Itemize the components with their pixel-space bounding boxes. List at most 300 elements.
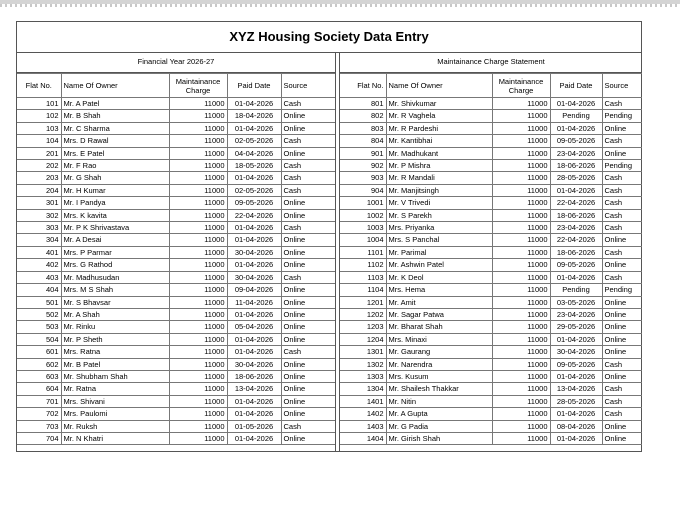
cell-maintainance-charge[interactable]: 11000 <box>492 98 550 110</box>
cell-source[interactable]: Online <box>281 308 335 320</box>
cell-maintainance-charge[interactable]: 11000 <box>169 147 227 159</box>
cell-owner-name[interactable]: Mr. Girish Shah <box>386 432 492 444</box>
cell-owner-name[interactable]: Mrs. G Rathod <box>61 259 169 271</box>
cell-paid-date[interactable]: 22-04-2026 <box>550 197 602 209</box>
cell-source[interactable]: Online <box>602 333 642 345</box>
cell-flat-no[interactable]: 102 <box>17 110 61 122</box>
cell-paid-date[interactable]: 01-04-2026 <box>227 172 281 184</box>
cell-owner-name[interactable]: Mr. Kantibhai <box>386 135 492 147</box>
cell-owner-name[interactable]: Mr. B Shah <box>61 110 169 122</box>
cell-flat-no[interactable]: 304 <box>17 234 61 246</box>
cell-paid-date[interactable]: 18-06-2026 <box>550 160 602 172</box>
cell-maintainance-charge[interactable]: 11000 <box>169 370 227 382</box>
cell-source[interactable]: Online <box>281 284 335 296</box>
cell-maintainance-charge[interactable]: 11000 <box>169 383 227 395</box>
cell-paid-date[interactable]: 18-04-2026 <box>227 110 281 122</box>
cell-paid-date[interactable]: 01-04-2026 <box>550 370 602 382</box>
cell-owner-name[interactable]: Mr. Amit <box>386 296 492 308</box>
cell-maintainance-charge[interactable]: 11000 <box>492 172 550 184</box>
cell-maintainance-charge[interactable]: 11000 <box>492 333 550 345</box>
cell-flat-no[interactable]: 604 <box>17 383 61 395</box>
cell-flat-no[interactable]: 1301 <box>340 346 386 358</box>
cell-paid-date[interactable]: 09-05-2026 <box>550 358 602 370</box>
cell-paid-date[interactable]: 01-04-2026 <box>227 432 281 444</box>
cell-owner-name[interactable]: Mr. Nitin <box>386 395 492 407</box>
cell-source[interactable]: Cash <box>602 98 642 110</box>
cell-maintainance-charge[interactable]: 11000 <box>169 110 227 122</box>
cell-maintainance-charge[interactable]: 11000 <box>169 333 227 345</box>
cell-maintainance-charge[interactable]: 11000 <box>169 135 227 147</box>
cell-owner-name[interactable]: Mr. G Padia <box>386 420 492 432</box>
cell-flat-no[interactable]: 1204 <box>340 333 386 345</box>
cell-owner-name[interactable]: Mr. Madhusudan <box>61 271 169 283</box>
cell-owner-name[interactable]: Mr. C Sharma <box>61 122 169 134</box>
cell-maintainance-charge[interactable]: 11000 <box>492 259 550 271</box>
cell-owner-name[interactable]: Mr. Ruksh <box>61 420 169 432</box>
header-maintainance-charge[interactable]: Maintainance Charge <box>169 74 227 98</box>
cell-flat-no[interactable]: 404 <box>17 284 61 296</box>
cell-owner-name[interactable]: Mrs. S Panchal <box>386 234 492 246</box>
cell-source[interactable]: Online <box>281 234 335 246</box>
cell-flat-no[interactable]: 502 <box>17 308 61 320</box>
cell-source[interactable]: Online <box>602 321 642 333</box>
cell-paid-date[interactable]: 05-04-2026 <box>227 321 281 333</box>
cell-paid-date[interactable]: 23-04-2026 <box>550 147 602 159</box>
cell-maintainance-charge[interactable]: 11000 <box>492 209 550 221</box>
cell-owner-name[interactable]: Mr. R Pardeshi <box>386 122 492 134</box>
cell-source[interactable]: Online <box>602 432 642 444</box>
cell-maintainance-charge[interactable]: 11000 <box>492 370 550 382</box>
cell-maintainance-charge[interactable]: 11000 <box>169 222 227 234</box>
cell-source[interactable]: Online <box>602 370 642 382</box>
cell-source[interactable]: Cash <box>281 172 335 184</box>
cell-flat-no[interactable]: 903 <box>340 172 386 184</box>
cell-flat-no[interactable]: 902 <box>340 160 386 172</box>
cell-paid-date[interactable]: 23-04-2026 <box>550 222 602 234</box>
cell-paid-date[interactable]: 18-06-2026 <box>227 370 281 382</box>
cell-maintainance-charge[interactable]: 11000 <box>169 197 227 209</box>
cell-paid-date[interactable]: 22-04-2026 <box>550 234 602 246</box>
cell-maintainance-charge[interactable]: 11000 <box>492 383 550 395</box>
cell-flat-no[interactable]: 1101 <box>340 246 386 258</box>
cell-paid-date[interactable]: 01-04-2026 <box>227 408 281 420</box>
header-paid-date[interactable]: Paid Date <box>550 74 602 98</box>
cell-paid-date[interactable]: 01-04-2026 <box>550 333 602 345</box>
cell-maintainance-charge[interactable]: 11000 <box>169 98 227 110</box>
cell-source[interactable]: Cash <box>602 197 642 209</box>
cell-paid-date[interactable]: 01-04-2026 <box>550 432 602 444</box>
cell-owner-name[interactable]: Mr. A Gupta <box>386 408 492 420</box>
cell-maintainance-charge[interactable]: 11000 <box>169 296 227 308</box>
cell-flat-no[interactable]: 1104 <box>340 284 386 296</box>
cell-flat-no[interactable]: 202 <box>17 160 61 172</box>
cell-source[interactable]: Cash <box>602 395 642 407</box>
cell-paid-date[interactable]: 01-04-2026 <box>227 234 281 246</box>
cell-maintainance-charge[interactable]: 11000 <box>169 160 227 172</box>
cell-paid-date[interactable]: 01-04-2026 <box>227 122 281 134</box>
cell-flat-no[interactable]: 803 <box>340 122 386 134</box>
cell-paid-date[interactable]: 18-05-2026 <box>227 160 281 172</box>
cell-owner-name[interactable]: Mr. Parimal <box>386 246 492 258</box>
header-name-of-owner[interactable]: Name Of Owner <box>61 74 169 98</box>
cell-owner-name[interactable]: Mrs. Ratna <box>61 346 169 358</box>
cell-flat-no[interactable]: 702 <box>17 408 61 420</box>
header-maintainance-charge[interactable]: Maintainance Charge <box>492 74 550 98</box>
table-row <box>340 234 642 246</box>
cell-paid-date[interactable]: 08-04-2026 <box>550 420 602 432</box>
cell-paid-date[interactable]: 30-04-2026 <box>227 271 281 283</box>
cell-source[interactable]: Cash <box>281 222 335 234</box>
table-row <box>17 184 335 196</box>
cell-owner-name[interactable]: Mrs. E Patel <box>61 147 169 159</box>
table-row <box>340 184 642 196</box>
cell-maintainance-charge[interactable]: 11000 <box>492 122 550 134</box>
cell-owner-name[interactable]: Mr. P Mishra <box>386 160 492 172</box>
cell-source[interactable]: Cash <box>281 98 335 110</box>
cell-owner-name[interactable]: Mr. R Vaghela <box>386 110 492 122</box>
cell-owner-name[interactable]: Mr. Sagar Patwa <box>386 308 492 320</box>
cell-maintainance-charge[interactable]: 11000 <box>169 408 227 420</box>
cell-flat-no[interactable]: 1304 <box>340 383 386 395</box>
cell-maintainance-charge[interactable]: 11000 <box>169 308 227 320</box>
cell-source[interactable]: Online <box>602 308 642 320</box>
cell-maintainance-charge[interactable]: 11000 <box>169 432 227 444</box>
cell-paid-date[interactable]: 01-04-2026 <box>227 222 281 234</box>
cell-source[interactable]: Online <box>281 296 335 308</box>
cell-owner-name[interactable]: Mr. S Bhavsar <box>61 296 169 308</box>
cell-owner-name[interactable]: Mr. F Rao <box>61 160 169 172</box>
cell-source[interactable]: Cash <box>602 184 642 196</box>
cell-paid-date[interactable]: 28-05-2026 <box>550 172 602 184</box>
cell-owner-name[interactable]: Mrs. Priyanka <box>386 222 492 234</box>
cell-source[interactable]: Online <box>602 346 642 358</box>
cell-paid-date[interactable]: 01-04-2026 <box>550 98 602 110</box>
cell-maintainance-charge[interactable]: 11000 <box>169 234 227 246</box>
cell-owner-name[interactable]: Mr. Manjitsingh <box>386 184 492 196</box>
cell-paid-date[interactable]: 01-04-2026 <box>227 98 281 110</box>
financial-year-panel <box>17 52 336 451</box>
cell-paid-date[interactable]: 04-04-2026 <box>227 147 281 159</box>
cell-source[interactable]: Online <box>281 358 335 370</box>
cell-owner-name[interactable]: Mrs. D Rawal <box>61 135 169 147</box>
cell-maintainance-charge[interactable]: 11000 <box>169 209 227 221</box>
cell-source[interactable]: Cash <box>602 172 642 184</box>
cell-source[interactable]: Online <box>281 209 335 221</box>
cell-maintainance-charge[interactable]: 11000 <box>492 197 550 209</box>
cell-owner-name[interactable]: Mr. B Patel <box>61 358 169 370</box>
cell-source[interactable]: Online <box>281 432 335 444</box>
cell-flat-no[interactable]: 802 <box>340 110 386 122</box>
cell-paid-date[interactable]: 01-04-2026 <box>550 122 602 134</box>
cell-maintainance-charge[interactable]: 11000 <box>169 321 227 333</box>
cell-paid-date[interactable]: 23-04-2026 <box>550 308 602 320</box>
cell-paid-date[interactable]: 01-04-2026 <box>550 271 602 283</box>
cell-paid-date[interactable]: 09-05-2026 <box>227 197 281 209</box>
cell-owner-name[interactable]: Mrs. P Parmar <box>61 246 169 258</box>
cell-source[interactable]: Cash <box>602 209 642 221</box>
cell-owner-name[interactable]: Mr. Shubham Shah <box>61 370 169 382</box>
cell-maintainance-charge[interactable]: 11000 <box>492 395 550 407</box>
cell-source[interactable]: Pending <box>602 160 642 172</box>
cell-flat-no[interactable]: 1003 <box>340 222 386 234</box>
cell-owner-name[interactable]: Mr. Ratna <box>61 383 169 395</box>
table-row <box>340 370 642 382</box>
cell-paid-date[interactable]: 13-04-2026 <box>227 383 281 395</box>
cell-source[interactable]: Cash <box>281 160 335 172</box>
cell-paid-date[interactable]: 02-05-2026 <box>227 184 281 196</box>
cell-owner-name[interactable]: Mr. Rinku <box>61 321 169 333</box>
cell-maintainance-charge[interactable]: 11000 <box>169 284 227 296</box>
cell-owner-name[interactable]: Mrs. Paulomi <box>61 408 169 420</box>
cell-owner-name[interactable]: Mrs. M S Shah <box>61 284 169 296</box>
cell-paid-date[interactable]: 22-04-2026 <box>227 209 281 221</box>
cell-source[interactable]: Online <box>281 408 335 420</box>
cell-source[interactable]: Online <box>602 122 642 134</box>
cell-flat-no[interactable]: 703 <box>17 420 61 432</box>
table-row <box>17 346 335 358</box>
cell-flat-no[interactable]: 403 <box>17 271 61 283</box>
cell-maintainance-charge[interactable]: 11000 <box>492 346 550 358</box>
cell-owner-name[interactable]: Mr. I Pandya <box>61 197 169 209</box>
cell-maintainance-charge[interactable]: 11000 <box>169 346 227 358</box>
table-row <box>340 172 642 184</box>
cell-maintainance-charge[interactable]: 11000 <box>169 122 227 134</box>
cell-source[interactable]: Cash <box>281 135 335 147</box>
cell-paid-date[interactable]: 01-04-2026 <box>550 184 602 196</box>
cell-paid-date[interactable]: 30-04-2026 <box>550 346 602 358</box>
cell-source[interactable]: Online <box>602 234 642 246</box>
cell-source[interactable]: Online <box>281 321 335 333</box>
cell-paid-date[interactable]: 13-04-2026 <box>550 383 602 395</box>
cell-owner-name[interactable]: Mrs. Minaxi <box>386 333 492 345</box>
cell-maintainance-charge[interactable]: 11000 <box>492 408 550 420</box>
cell-paid-date[interactable]: 30-04-2026 <box>227 358 281 370</box>
cell-source[interactable]: Cash <box>602 358 642 370</box>
cell-source[interactable]: Cash <box>602 383 642 395</box>
cell-maintainance-charge[interactable]: 11000 <box>492 420 550 432</box>
cell-owner-name[interactable]: Mrs. Shivani <box>61 395 169 407</box>
cell-source[interactable]: Cash <box>602 246 642 258</box>
cell-owner-name[interactable]: Mr. Gaurang <box>386 346 492 358</box>
cell-paid-date[interactable]: 03-05-2026 <box>550 296 602 308</box>
cell-flat-no[interactable]: 901 <box>340 147 386 159</box>
cell-source[interactable]: Online <box>602 259 642 271</box>
header-paid-date[interactable]: Paid Date <box>227 74 281 98</box>
cell-owner-name[interactable]: Mr. P K Shrivastava <box>61 222 169 234</box>
cell-flat-no[interactable]: 1202 <box>340 308 386 320</box>
cell-flat-no[interactable]: 704 <box>17 432 61 444</box>
cell-flat-no[interactable]: 1001 <box>340 197 386 209</box>
cell-source[interactable]: Cash <box>602 408 642 420</box>
cell-maintainance-charge[interactable]: 11000 <box>169 395 227 407</box>
cell-flat-no[interactable]: 603 <box>17 370 61 382</box>
cell-paid-date[interactable]: 01-04-2026 <box>227 346 281 358</box>
cell-source[interactable]: Online <box>281 110 335 122</box>
table-row <box>340 122 642 134</box>
cell-flat-no[interactable]: 1201 <box>340 296 386 308</box>
cell-paid-date[interactable]: 30-04-2026 <box>227 246 281 258</box>
cell-owner-name[interactable]: Mrs. Kusum <box>386 370 492 382</box>
cell-maintainance-charge[interactable]: 11000 <box>492 147 550 159</box>
cell-owner-name[interactable]: Mr. P Sheth <box>61 333 169 345</box>
cell-source[interactable]: Online <box>281 259 335 271</box>
cell-maintainance-charge[interactable]: 11000 <box>169 184 227 196</box>
cell-maintainance-charge[interactable]: 11000 <box>492 184 550 196</box>
cell-flat-no[interactable]: 1002 <box>340 209 386 221</box>
cell-maintainance-charge[interactable]: 11000 <box>169 420 227 432</box>
cell-owner-name[interactable]: Mr. A Desai <box>61 234 169 246</box>
cell-maintainance-charge[interactable]: 11000 <box>492 234 550 246</box>
cell-paid-date[interactable]: 29-05-2026 <box>550 321 602 333</box>
cell-maintainance-charge[interactable]: 11000 <box>169 358 227 370</box>
cell-source[interactable]: Online <box>281 333 335 345</box>
cell-flat-no[interactable]: 804 <box>340 135 386 147</box>
cell-flat-no[interactable]: 203 <box>17 172 61 184</box>
cell-owner-name[interactable]: Mr. Ashwin Patel <box>386 259 492 271</box>
cell-maintainance-charge[interactable]: 11000 <box>492 160 550 172</box>
cell-source[interactable]: Online <box>281 147 335 159</box>
cell-flat-no[interactable]: 504 <box>17 333 61 345</box>
cell-flat-no[interactable]: 201 <box>17 147 61 159</box>
cell-maintainance-charge[interactable]: 11000 <box>492 432 550 444</box>
cell-source[interactable]: Cash <box>281 271 335 283</box>
cell-owner-name[interactable]: Mr. A Patel <box>61 98 169 110</box>
header-source[interactable]: Source <box>281 74 335 98</box>
cell-maintainance-charge[interactable]: 11000 <box>492 284 550 296</box>
cell-paid-date[interactable]: 01-04-2026 <box>227 308 281 320</box>
cell-flat-no[interactable]: 1004 <box>340 234 386 246</box>
cell-source[interactable]: Online <box>602 296 642 308</box>
cell-paid-date[interactable]: 18-06-2026 <box>550 209 602 221</box>
cell-source[interactable]: Online <box>281 246 335 258</box>
cell-paid-date[interactable]: 09-05-2026 <box>550 135 602 147</box>
cell-paid-date[interactable]: 01-04-2026 <box>227 395 281 407</box>
cell-source[interactable]: Online <box>281 383 335 395</box>
cell-paid-date[interactable]: 01-04-2026 <box>227 259 281 271</box>
cell-flat-no[interactable]: 602 <box>17 358 61 370</box>
cell-paid-date[interactable]: Pending <box>550 110 602 122</box>
cell-owner-name[interactable]: Mr. A Shah <box>61 308 169 320</box>
cell-maintainance-charge[interactable]: 11000 <box>492 321 550 333</box>
table-row <box>17 259 335 271</box>
cell-owner-name[interactable]: Mr. Bharat Shah <box>386 321 492 333</box>
cell-flat-no[interactable]: 1302 <box>340 358 386 370</box>
cell-paid-date[interactable]: 02-05-2026 <box>227 135 281 147</box>
cell-source[interactable]: Online <box>281 197 335 209</box>
cell-owner-name[interactable]: Mr. N Khatri <box>61 432 169 444</box>
cell-paid-date[interactable]: 01-05-2026 <box>227 420 281 432</box>
header-source[interactable]: Source <box>602 74 642 98</box>
cell-source[interactable]: Pending <box>602 284 642 296</box>
cell-paid-date[interactable]: Pending <box>550 284 602 296</box>
cell-source[interactable]: Cash <box>281 184 335 196</box>
cell-owner-name[interactable]: Mr. Madhukant <box>386 147 492 159</box>
cell-flat-no[interactable]: 103 <box>17 122 61 134</box>
cell-owner-name[interactable]: Mr. R Mandali <box>386 172 492 184</box>
cell-maintainance-charge[interactable]: 11000 <box>492 271 550 283</box>
cell-flat-no[interactable]: 204 <box>17 184 61 196</box>
cell-owner-name[interactable]: Mrs. K kavita <box>61 209 169 221</box>
cell-source[interactable]: Cash <box>602 271 642 283</box>
cell-paid-date[interactable]: 18-06-2026 <box>550 246 602 258</box>
cell-maintainance-charge[interactable]: 11000 <box>169 259 227 271</box>
header-name-of-owner[interactable]: Name Of Owner <box>386 74 492 98</box>
cell-flat-no[interactable]: 801 <box>340 98 386 110</box>
cell-flat-no[interactable]: 302 <box>17 209 61 221</box>
cell-paid-date[interactable]: 01-04-2026 <box>227 333 281 345</box>
cell-source[interactable]: Online <box>602 420 642 432</box>
cell-owner-name[interactable]: Mr. Shailesh Thakkar <box>386 383 492 395</box>
cell-flat-no[interactable]: 1102 <box>340 259 386 271</box>
cell-flat-no[interactable]: 402 <box>17 259 61 271</box>
cell-source[interactable]: Online <box>602 147 642 159</box>
cell-flat-no[interactable]: 303 <box>17 222 61 234</box>
cell-flat-no[interactable]: 1303 <box>340 370 386 382</box>
cell-source[interactable]: Online <box>281 395 335 407</box>
cell-paid-date[interactable]: 09-05-2026 <box>550 259 602 271</box>
cell-paid-date[interactable]: 09-04-2026 <box>227 284 281 296</box>
cell-maintainance-charge[interactable]: 11000 <box>169 246 227 258</box>
cell-maintainance-charge[interactable]: 11000 <box>492 296 550 308</box>
cell-maintainance-charge[interactable]: 11000 <box>492 246 550 258</box>
cell-maintainance-charge[interactable]: 11000 <box>492 358 550 370</box>
table-row <box>17 234 335 246</box>
cell-flat-no[interactable]: 1401 <box>340 395 386 407</box>
cell-owner-name[interactable]: Mrs. Hema <box>386 284 492 296</box>
cell-paid-date[interactable]: 01-04-2026 <box>550 408 602 420</box>
cell-flat-no[interactable]: 701 <box>17 395 61 407</box>
cell-flat-no[interactable]: 1404 <box>340 432 386 444</box>
cell-paid-date[interactable]: 11-04-2026 <box>227 296 281 308</box>
cell-maintainance-charge[interactable]: 11000 <box>169 172 227 184</box>
cell-flat-no[interactable]: 501 <box>17 296 61 308</box>
cell-owner-name[interactable]: Mr. G Shah <box>61 172 169 184</box>
cell-source[interactable]: Cash <box>281 420 335 432</box>
cell-flat-no[interactable]: 503 <box>17 321 61 333</box>
cell-flat-no[interactable]: 401 <box>17 246 61 258</box>
cell-source[interactable]: Pending <box>602 110 642 122</box>
cell-flat-no[interactable]: 301 <box>17 197 61 209</box>
cell-flat-no[interactable]: 104 <box>17 135 61 147</box>
cell-owner-name[interactable]: Mr. S Parekh <box>386 209 492 221</box>
cell-source[interactable]: Cash <box>602 222 642 234</box>
cell-flat-no[interactable]: 1402 <box>340 408 386 420</box>
cell-source[interactable]: Cash <box>602 135 642 147</box>
cell-flat-no[interactable]: 904 <box>340 184 386 196</box>
cell-maintainance-charge[interactable]: 11000 <box>492 110 550 122</box>
cell-maintainance-charge[interactable]: 11000 <box>492 222 550 234</box>
cell-owner-name[interactable]: Mr. Narendra <box>386 358 492 370</box>
cell-source[interactable]: Cash <box>281 346 335 358</box>
cell-maintainance-charge[interactable]: 11000 <box>492 135 550 147</box>
cell-flat-no[interactable]: 1403 <box>340 420 386 432</box>
cell-flat-no[interactable]: 601 <box>17 346 61 358</box>
cell-owner-name[interactable]: Mr. H Kumar <box>61 184 169 196</box>
cell-maintainance-charge[interactable]: 11000 <box>169 271 227 283</box>
header-flat-no[interactable]: Flat No. <box>340 74 386 98</box>
cell-owner-name[interactable]: Mr. Shivkumar <box>386 98 492 110</box>
cell-maintainance-charge[interactable]: 11000 <box>492 308 550 320</box>
cell-paid-date[interactable]: 28-05-2026 <box>550 395 602 407</box>
cell-flat-no[interactable]: 1103 <box>340 271 386 283</box>
cell-flat-no[interactable]: 1203 <box>340 321 386 333</box>
header-flat-no[interactable]: Flat No. <box>17 74 61 98</box>
cell-source[interactable]: Online <box>281 122 335 134</box>
cell-owner-name[interactable]: Mr. K Deol <box>386 271 492 283</box>
cell-source[interactable]: Online <box>281 370 335 382</box>
cell-owner-name[interactable]: Mr. V Trivedi <box>386 197 492 209</box>
cell-flat-no[interactable]: 101 <box>17 98 61 110</box>
